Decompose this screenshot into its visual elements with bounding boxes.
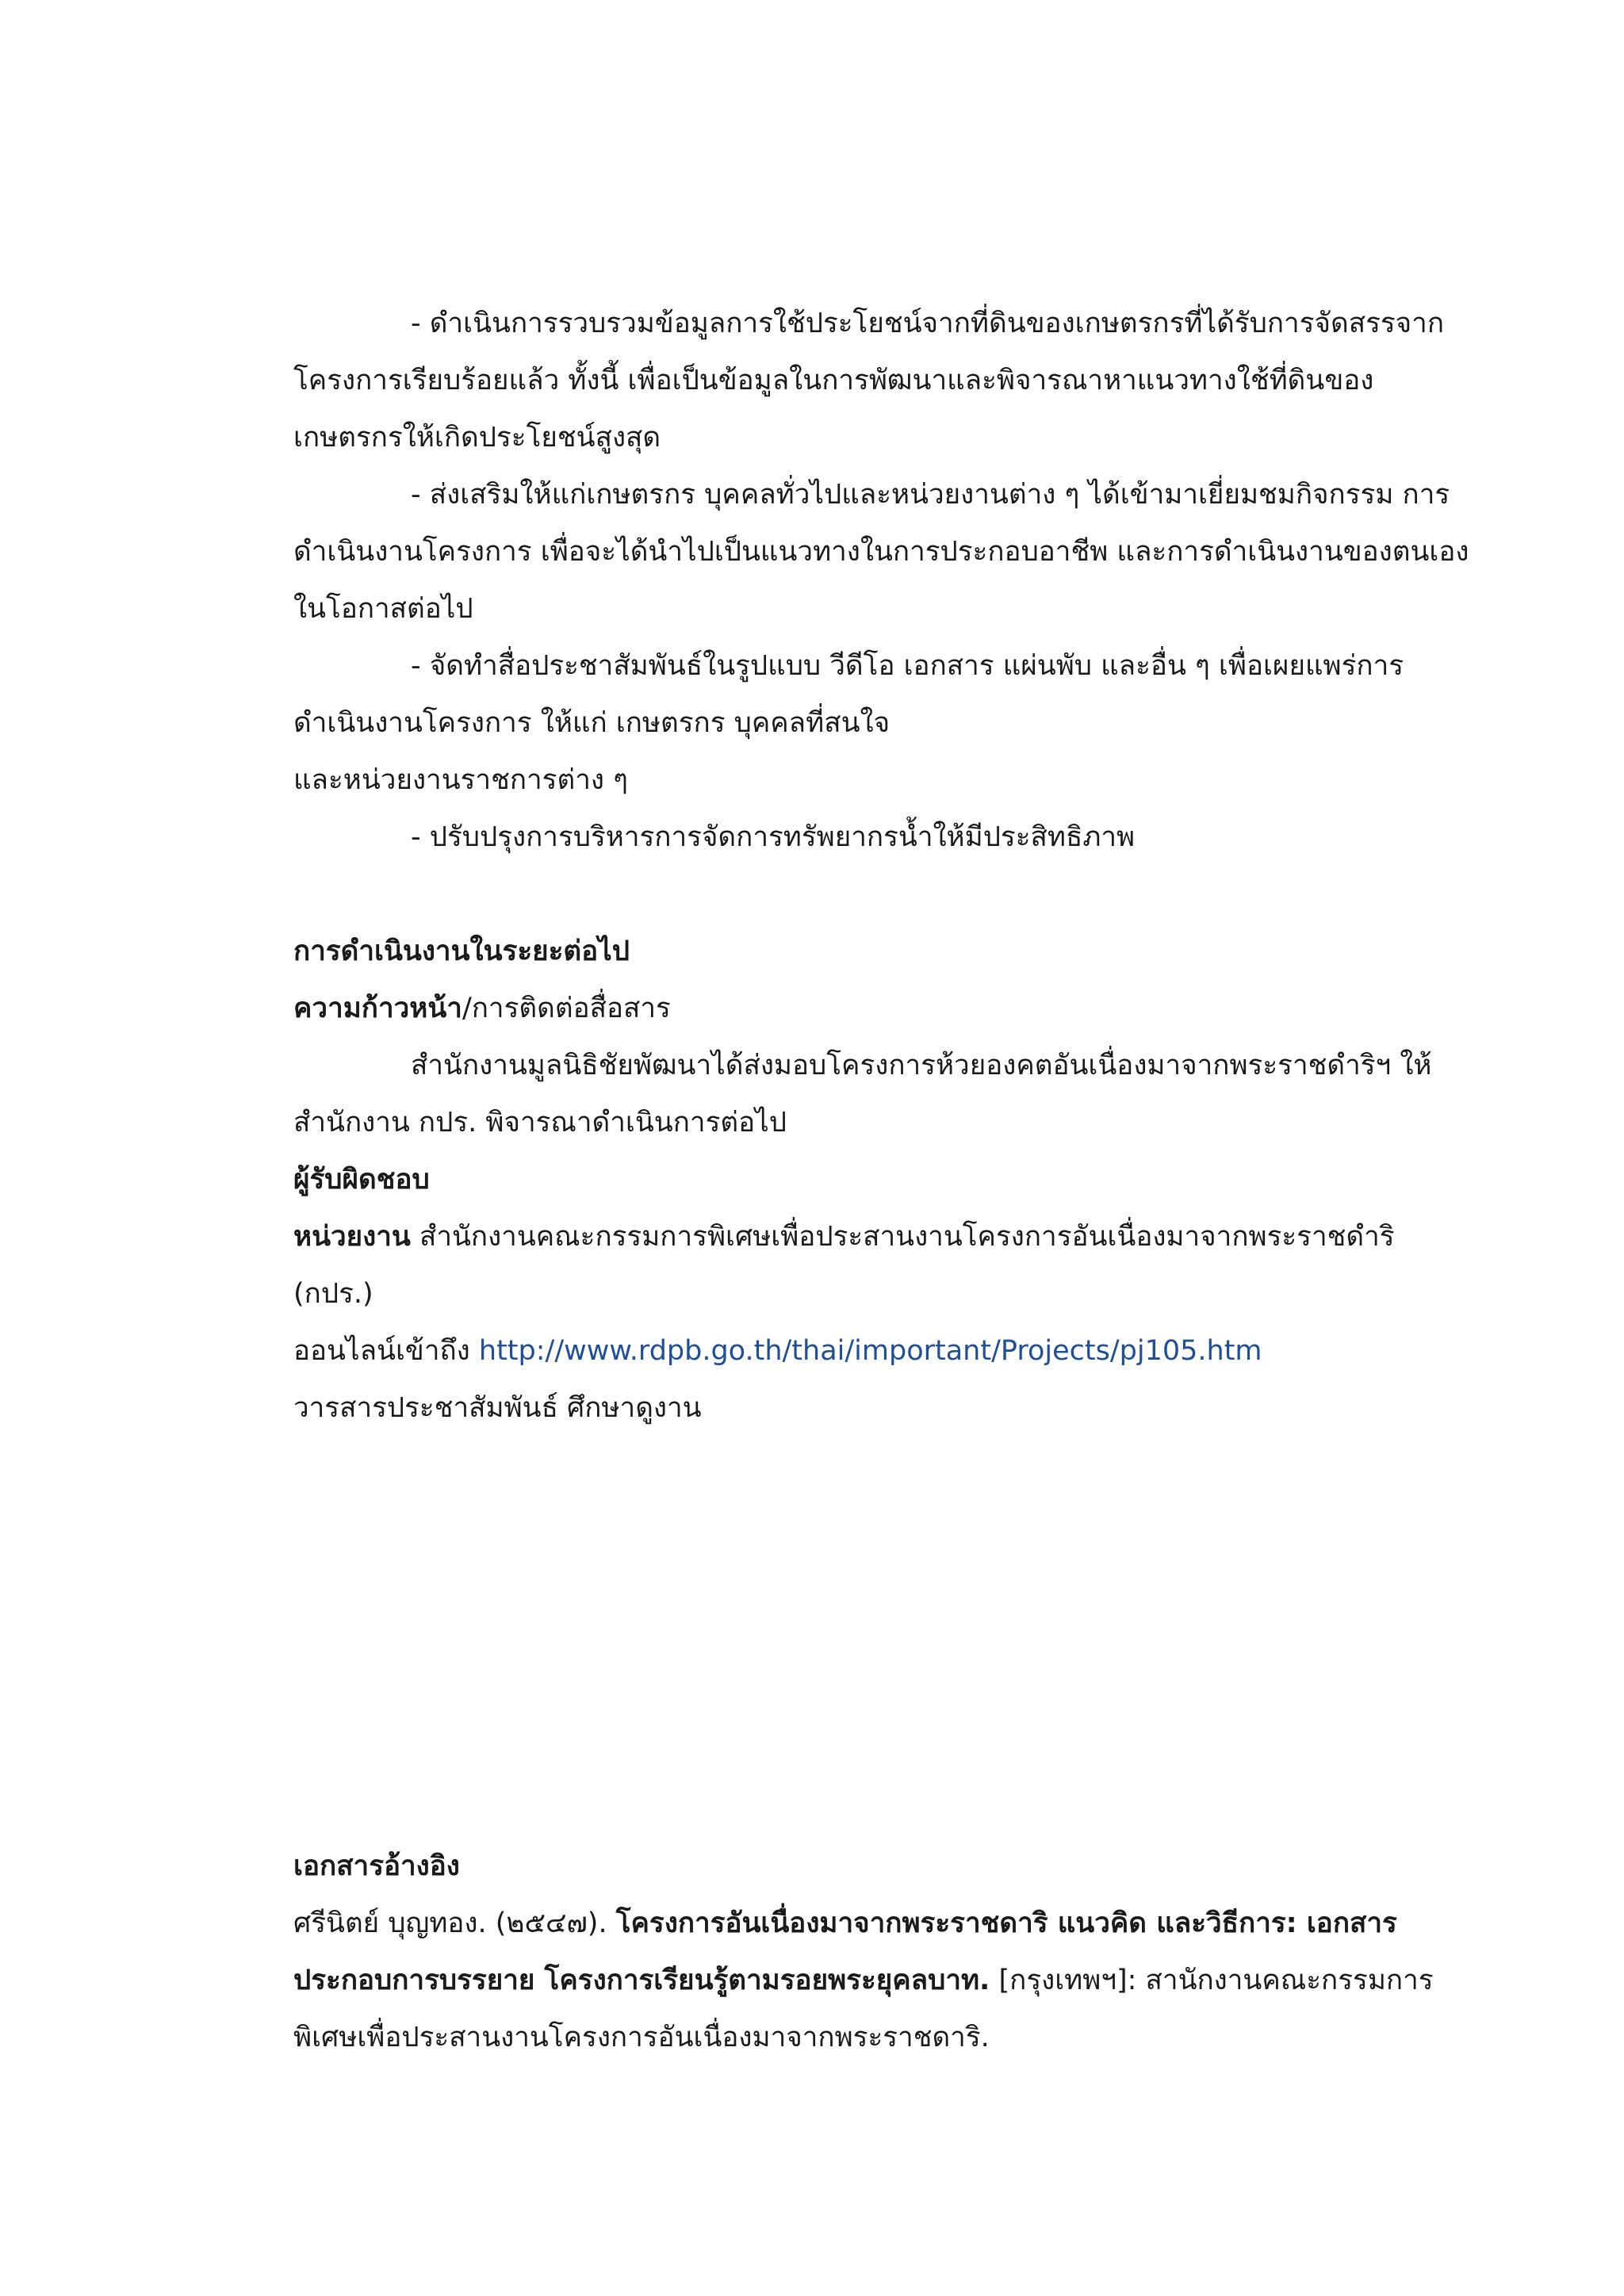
bullet-1-line-2: โครงการเรียบร้อยแล้ว ทั้งนี้ เพื่อเป็นข้อมูลในการพัฒนาและพิจารณาหาแนวทางใช้ที่ดินของ bbox=[293, 365, 1374, 396]
agency-line-2: (กปร.) bbox=[293, 1278, 373, 1310]
online-label: ออนไลน์เข้าถึง bbox=[293, 1335, 479, 1367]
bullet-3-line-1: - จัดทำสื่อประชาสัมพันธ์ในรูปแบบ วีดีโอ เอกสาร แผ่นพับ และอื่น ๆ เพื่อเผยแพร่การ bbox=[411, 650, 1404, 682]
reference-publisher-part-1: [กรุงเทพฯ]: สานักงานคณะกรรมการ bbox=[990, 1965, 1434, 1996]
spacer bbox=[293, 866, 1419, 923]
progress-line-2: สำนักงาน กปร. พิจารณาดำเนินการต่อไป bbox=[293, 1107, 787, 1138]
online-url-link[interactable]: http://www.rdpb.go.th/thai/important/Projects/pj105.htm bbox=[478, 1335, 1262, 1367]
reference-line-1 bbox=[293, 1895, 1419, 1952]
next-steps-heading: การดำเนินงานในระยะต่อไป bbox=[293, 936, 630, 967]
bullet-1-line-1: - ดำเนินการรวบรวมข้อมูลการใช้ประโยชน์จากที่ดินของเกษตรกรที่ได้รับการจัดสรรจาก bbox=[411, 308, 1445, 339]
bullet-2-line-1: - ส่งเสริมให้แก่เกษตรกร บุคคลทั่วไปและหน่วยงานต่าง ๆ ได้เข้ามาเยี่ยมชมกิจกรรม การ bbox=[411, 479, 1450, 511]
references-section bbox=[293, 1838, 1434, 2066]
bullet-3-line-2: ดำเนินงานโครงการ ให้แก่ เกษตรกร บุคคลที่สนใจ bbox=[293, 707, 891, 739]
agency-label: หน่วยงาน bbox=[293, 1221, 411, 1253]
progress-label bbox=[293, 980, 1419, 1037]
reference-line-3: พิเศษเพื่อประสานงานโครงการอันเนื่องมาจากพระราชดาริ. bbox=[293, 2022, 990, 2053]
responsible-heading: ผู้รับผิดชอบ bbox=[293, 1164, 430, 1196]
reference-author: ศรีนิตย์ บุญทอง. (๒๕๔๗). bbox=[293, 1908, 616, 1939]
bullet-2-line-3: ในโอกาสต่อไป bbox=[293, 593, 473, 625]
bullet-2-line-2: ดำเนินงานโครงการ เพื่อจะได้นำไปเป็นแนวทางในการประกอบอาชีพ และการดำเนินงานของตนเอง bbox=[293, 536, 1469, 568]
references-heading: เอกสารอ้างอิง bbox=[293, 1850, 460, 1882]
reference-title-part-1: โครงการอันเนื่องมาจากพระราชดาริ แนวคิด และวิธีการ: เอกสาร bbox=[615, 1908, 1397, 1939]
progress-line-1: สำนักงานมูลนิธิชัยพัฒนาได้ส่งมอบโครงการห้วยองคตอันเนื่องมาจากพระราชดำริฯ ให้ bbox=[411, 1050, 1432, 1081]
progress-label-rest: /การติดต่อสื่อสาร bbox=[462, 993, 671, 1024]
reference-title-part-2: ประกอบการบรรยาย โครงการเรียนรู้ตามรอยพระยุคลบาท. bbox=[293, 1965, 990, 1996]
online-access bbox=[293, 1322, 1419, 1380]
bullet-4-line-1: - ปรับปรุงการบริหารการจัดการทรัพยากรน้ำให้มีประสิทธิภาพ bbox=[411, 821, 1136, 853]
agency-line-1 bbox=[293, 1208, 1419, 1265]
main-content bbox=[293, 295, 1469, 1437]
bullet-3-line-3: และหน่วยงานราชการต่าง ๆ bbox=[293, 764, 628, 796]
progress-label-bold: ความก้าวหน้า bbox=[293, 993, 462, 1024]
journal-line: วารสารประชาสัมพันธ์ ศึกษาดูงาน bbox=[293, 1392, 702, 1424]
bullet-1-line-3: เกษตรกรให้เกิดประโยชน์สูงสุด bbox=[293, 422, 661, 453]
reference-line-2 bbox=[293, 1952, 1434, 2009]
agency-name: สำนักงานคณะกรรมการพิเศษเพื่อประสานงานโครงการอันเนื่องมาจากพระราชดำริ bbox=[410, 1221, 1395, 1253]
